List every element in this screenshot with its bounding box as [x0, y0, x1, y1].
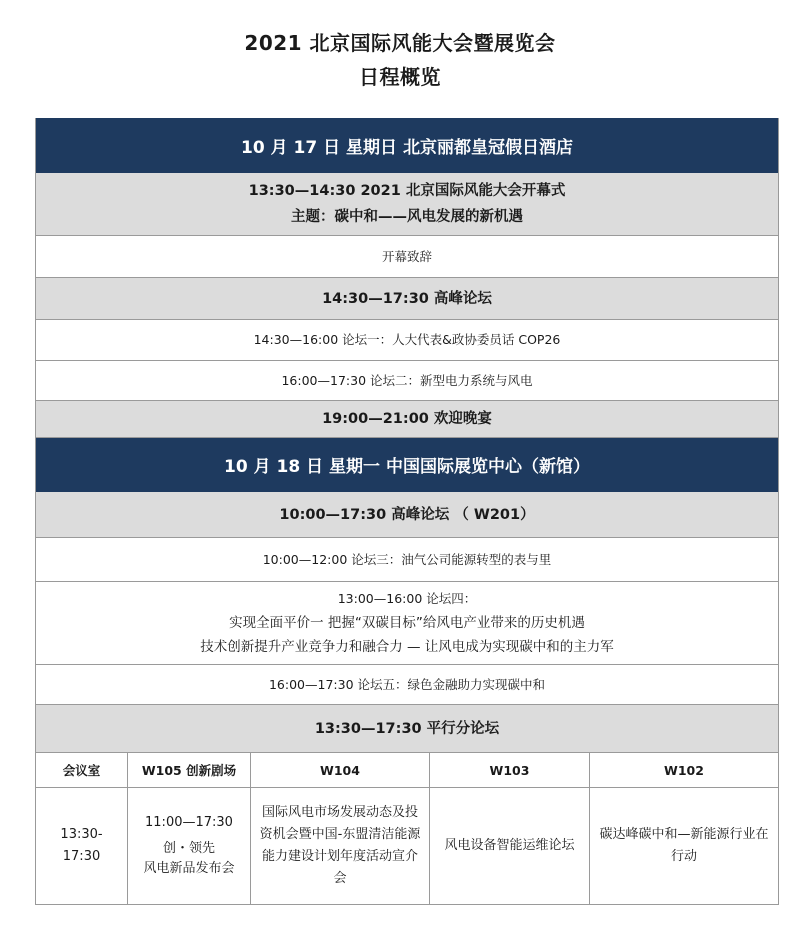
forum1-text: 14:30—16:00 论坛一：人大代表&政协委员话 COP26	[253, 332, 561, 347]
day1-summit-text: 14:30—17:30 高峰论坛	[322, 290, 492, 307]
day1-banner-text: 10 月 17 日 星期日 北京丽都皇冠假日酒店	[241, 137, 573, 158]
schedule-table	[35, 118, 779, 905]
forum4-line1: 实现全面平价一 把握“双碳目标”给风电产业带来的历史机遇	[229, 615, 585, 631]
day1-summit-row	[36, 278, 778, 320]
forum3-row	[36, 538, 778, 582]
forum1-row	[36, 320, 778, 361]
opening-ceremony-row	[36, 173, 778, 236]
dinner-text: 19:00—21:00 欢迎晚宴	[322, 411, 492, 427]
venue-header-w104: W104	[251, 753, 430, 787]
forum4-header: 13:00—16:00 论坛四：	[337, 591, 477, 606]
opening-speech-row	[36, 236, 778, 278]
forum5-text: 16:00—17:30 论坛五：绿色金融助力实现碳中和	[268, 676, 546, 692]
w102-cell: 碳达峰碳中和—新能源行业在行动	[599, 827, 769, 864]
parallel-forum-row	[36, 705, 778, 753]
dinner-row	[36, 401, 778, 438]
venue-header-w103: W103	[430, 753, 590, 787]
opening-speech-text: 开幕致辞	[381, 248, 432, 264]
day2-banner-text: 10 月 18 日 星期一 中国国际展览中心（新馆）	[224, 457, 590, 477]
venue-time-cell: 13:30-17:30	[36, 788, 128, 904]
forum2-row	[36, 361, 778, 401]
document-title: 2021 北京国际风能大会暨展览会	[244, 31, 556, 55]
day1-banner	[36, 118, 778, 173]
w105-cell	[128, 788, 251, 904]
venue-header-room: 会议室	[36, 753, 128, 787]
forum3-text: 10:00—12:00 论坛三：油气公司能源转型的表与里	[262, 551, 552, 567]
venue-header-w105: W105 创新剧场	[128, 753, 251, 787]
venue-header-w102: W102	[664, 762, 704, 778]
document-header	[0, 26, 800, 94]
forum4-row	[36, 582, 778, 665]
w103-cell: 风电设备智能运维论坛	[430, 788, 590, 904]
w104-cell: 国际风电市场发展动态及投资机会暨中国-东盟清洁能源能力建设计划年度活动宣介会	[251, 788, 430, 904]
w105-event: 风电新品发布会	[143, 861, 235, 876]
venue-header-row	[36, 753, 778, 788]
forum2-text: 16:00—17:30 论坛二：新型电力系统与风电	[281, 372, 533, 388]
document-subtitle: 日程概览	[359, 65, 441, 89]
day2-banner	[36, 438, 778, 492]
forum5-row	[36, 665, 778, 705]
w105-time: 11:00—17:30	[145, 815, 233, 830]
day2-summit-row	[36, 492, 778, 538]
w105-brand: 创・领先	[162, 841, 215, 856]
opening-ceremony-title: 13:30—14:30 2021 北京国际风能大会开幕式	[248, 183, 566, 199]
venue-body-row	[36, 788, 778, 905]
day2-summit-text: 10:00—17:30 高峰论坛 （ W201）	[279, 506, 535, 523]
parallel-forum-text: 13:30—17:30 平行分论坛	[314, 720, 500, 737]
opening-ceremony-theme: 主题：碳中和——风电发展的新机遇	[291, 209, 523, 225]
forum4-line2: 技术创新提升产业竞争力和融合力 — 让风电成为实现碳中和的主力军	[200, 639, 614, 655]
